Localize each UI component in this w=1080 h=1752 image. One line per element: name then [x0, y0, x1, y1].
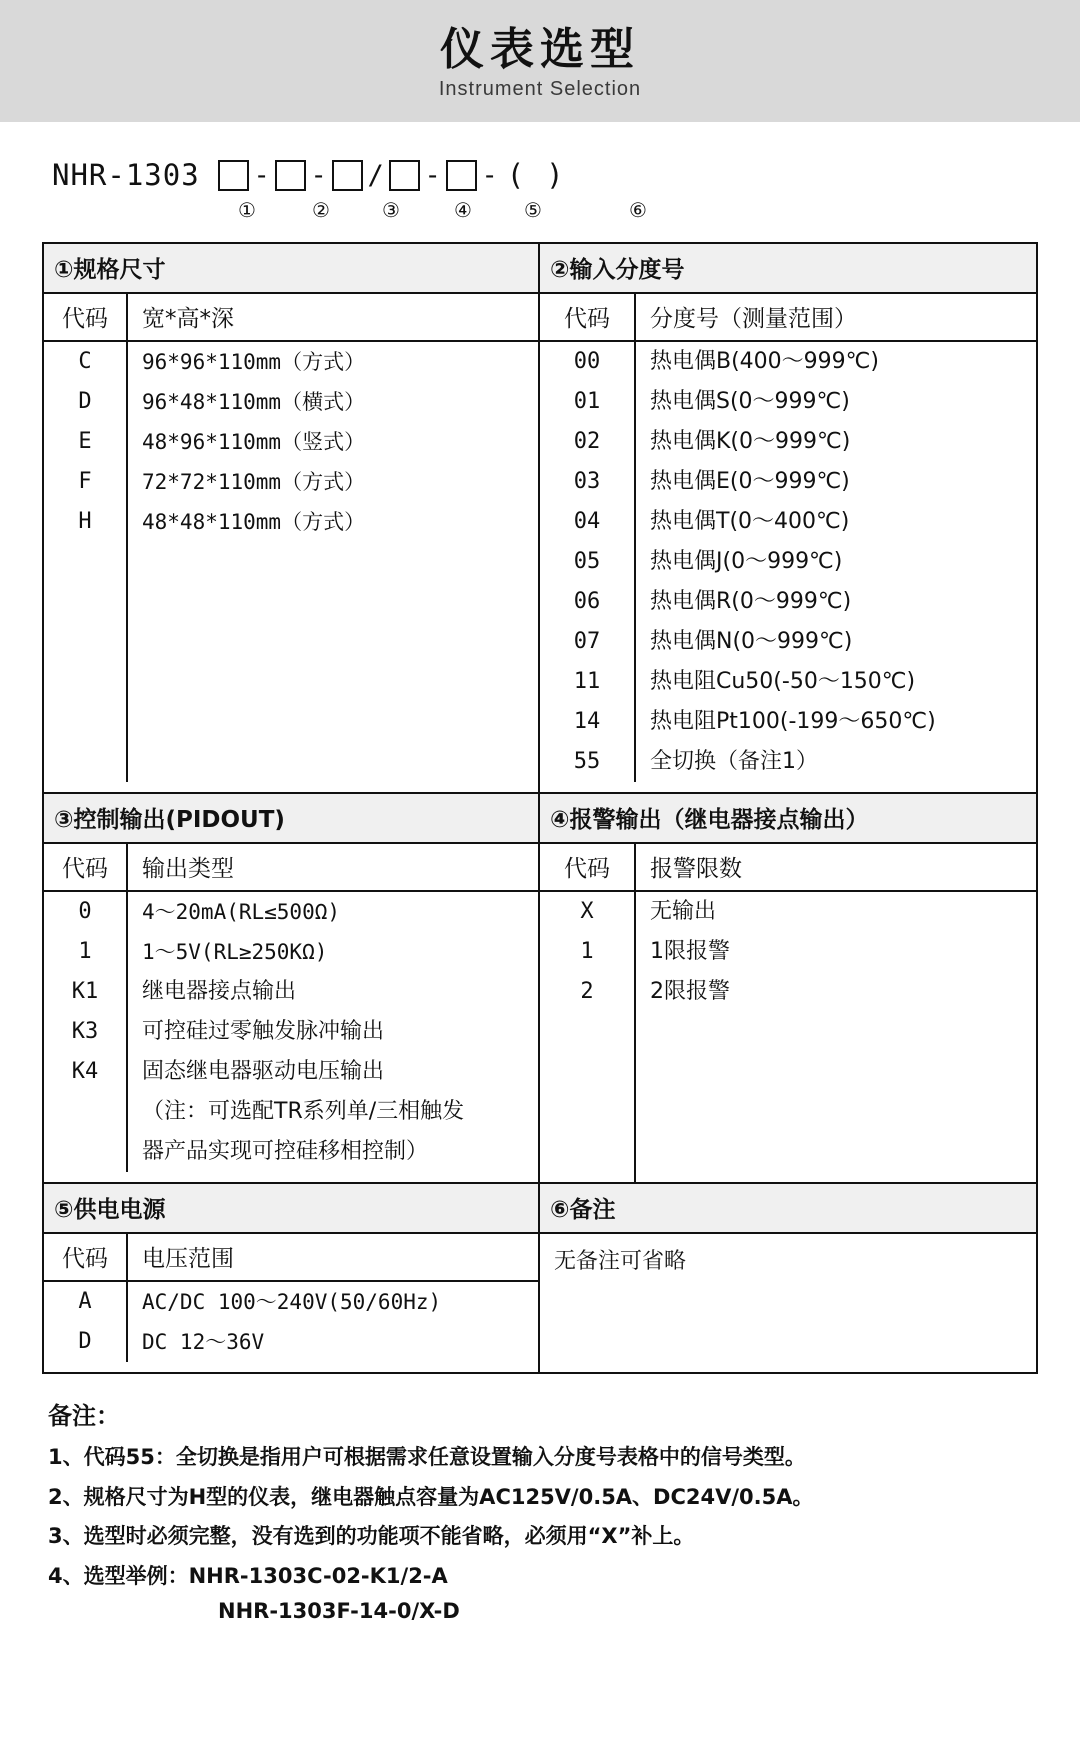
table-row: AC/DC 100～240V(50/60Hz)	[142, 1290, 442, 1314]
section-remark-text: 无备注可省略	[554, 1249, 687, 1274]
table-row: 热电偶J(0～999℃)	[650, 549, 843, 574]
code-box-4	[389, 160, 420, 191]
model-marker-3: ③	[382, 198, 400, 222]
table-row: 04	[573, 509, 601, 534]
section-control-rows	[44, 892, 538, 1182]
section-input-rows	[540, 342, 1036, 792]
table-row: 03	[573, 469, 601, 494]
table-row: 热电偶K(0～999℃)	[650, 429, 851, 454]
section-alarm-band: ④报警输出（继电器接点输出）	[540, 794, 1036, 844]
model-slash: /	[367, 159, 384, 191]
page-title-en: Instrument Selection	[438, 77, 642, 100]
table-row: K3	[71, 1019, 99, 1044]
model-paren-close: )	[546, 158, 564, 192]
table-row	[44, 1092, 126, 1132]
note-item: 4、选型举例：NHR-1303C-02-K1/2-A	[48, 1563, 448, 1588]
section-size-rows	[44, 342, 538, 792]
code-box-1	[218, 160, 249, 191]
selection-table	[42, 242, 1038, 1374]
section-control-header	[44, 844, 538, 892]
table-row: 1	[580, 939, 594, 964]
model-marker-5: ⑤	[524, 198, 542, 222]
table-row: 01	[573, 389, 601, 414]
table-row: 96*48*110mm（横式）	[142, 390, 366, 414]
section-size-header-code: 代码	[62, 306, 108, 332]
table-row: 热电偶R(0～999℃)	[650, 589, 852, 614]
section-size	[44, 244, 540, 792]
table-row: K1	[71, 979, 99, 1004]
section-control-header-code: 代码	[62, 856, 108, 882]
page-header-banner	[0, 0, 1080, 122]
table-row: 48*96*110mm（竖式）	[142, 430, 366, 454]
table-row: 72*72*110mm（方式）	[142, 470, 366, 494]
table-row: 14	[573, 709, 601, 734]
model-code-diagram	[52, 152, 1080, 238]
code-box-5	[446, 160, 477, 191]
code-box-2	[275, 160, 306, 191]
model-separator-2: -	[310, 159, 327, 191]
table-row: 热电阻Cu50(-50～150℃)	[650, 669, 916, 694]
table-row: 固态继电器驱动电压输出	[142, 1059, 385, 1084]
table-row: 可控硅过零触发脉冲输出	[142, 1019, 385, 1044]
table-row: 1～5V(RL≥250KΩ)	[142, 940, 328, 964]
section-alarm-header	[540, 844, 1036, 892]
section-power-header-desc: 电压范围	[142, 1246, 234, 1272]
table-row: 热电阻Pt100(-199～650℃)	[650, 709, 936, 734]
table-row: 热电偶B(400～999℃)	[650, 349, 879, 374]
section-power-supply	[44, 1182, 540, 1372]
note-example-second: NHR-1303F-14-0/X-D	[218, 1599, 460, 1624]
model-separator-4: -	[481, 159, 498, 191]
table-row: 02	[573, 429, 601, 454]
table-row: 07	[573, 629, 601, 654]
section-input-band: ②输入分度号	[540, 244, 1036, 294]
page-title-cn: 仪表选型	[440, 24, 640, 76]
table-row: 0	[78, 899, 92, 924]
section-power-band: ⑤供电电源	[44, 1184, 538, 1234]
section-size-header	[44, 294, 538, 342]
model-marker-6: ⑥	[629, 198, 647, 222]
table-row: E	[78, 429, 92, 454]
table-row: 00	[573, 349, 601, 374]
section-power-rows	[44, 1282, 538, 1372]
table-row: F	[78, 469, 92, 494]
note-item: 1、代码55：全切换是指用户可根据需求任意设置输入分度号表格中的信号类型。	[48, 1445, 806, 1469]
section-control-band: ③控制输出(PIDOUT)	[44, 794, 538, 844]
table-row: 无输出	[650, 899, 717, 924]
section-input-header-code: 代码	[564, 306, 610, 332]
model-prefix: NHR-1303	[52, 158, 200, 192]
table-row: 热电偶N(0～999℃)	[650, 629, 853, 654]
table-row: 96*96*110mm（方式）	[142, 350, 366, 374]
table-row: 11	[573, 669, 601, 694]
table-row: H	[78, 509, 92, 534]
section-alarm-output	[540, 792, 1036, 1182]
table-row: 热电偶S(0～999℃)	[650, 389, 850, 414]
table-row: 48*48*110mm（方式）	[142, 510, 366, 534]
table-row: 热电偶T(0～400℃)	[650, 509, 850, 534]
table-row: 2限报警	[650, 979, 730, 1004]
section-power-header	[44, 1234, 538, 1282]
table-row: C	[78, 349, 92, 374]
table-row: 全切换（备注1）	[650, 749, 818, 774]
table-row	[44, 1132, 126, 1172]
section-alarm-rows	[540, 892, 1036, 1182]
section-alarm-header-code: 代码	[564, 856, 610, 882]
table-row: D	[78, 1329, 92, 1354]
section-alarm-header-desc: 报警限数	[650, 856, 742, 882]
table-row: 器产品实现可控硅移相控制）	[142, 1139, 429, 1164]
note-item: 3、选型时必须完整，没有选到的功能项不能省略，必须用“X”补上。	[48, 1524, 695, 1549]
table-row: 2	[580, 979, 594, 1004]
table-row: A	[78, 1289, 92, 1314]
model-marker-4: ④	[454, 198, 472, 222]
model-marker-1: ①	[238, 198, 256, 222]
table-row: 4～20mA(RL≤500Ω)	[142, 900, 341, 924]
model-separator-1: -	[253, 159, 270, 191]
section-input-signal	[540, 244, 1036, 792]
code-box-3	[332, 160, 363, 191]
table-row: 1限报警	[650, 939, 730, 964]
table-row: （注：可选配TR系列单/三相触发	[142, 1099, 465, 1124]
table-row: D	[78, 389, 92, 414]
table-row: 55	[573, 749, 601, 774]
section-control-header-desc: 输出类型	[142, 856, 234, 882]
section-size-band: ①规格尺寸	[44, 244, 538, 294]
table-row: X	[580, 899, 594, 924]
section-power-header-code: 代码	[62, 1246, 108, 1272]
table-row: 06	[573, 589, 601, 614]
note-item: 2、规格尺寸为H型的仪表，继电器触点容量为AC125V/0.5A、DC24V/0.5A。	[48, 1484, 814, 1509]
table-row: 1	[78, 939, 92, 964]
notes-block	[48, 1396, 1032, 1623]
section-input-header-desc: 分度号（测量范围）	[650, 306, 857, 332]
section-input-header	[540, 294, 1036, 342]
table-row: 05	[573, 549, 601, 574]
section-control-output	[44, 792, 540, 1182]
table-row: 热电偶E(0～999℃)	[650, 469, 850, 494]
model-marker-2: ②	[312, 198, 330, 222]
model-separator-3: -	[424, 159, 441, 191]
model-paren-open: (	[506, 158, 547, 192]
table-row: K4	[71, 1059, 99, 1084]
section-remark	[540, 1182, 1036, 1372]
table-row: DC 12～36V	[142, 1330, 265, 1354]
table-row: 继电器接点输出	[142, 979, 297, 1004]
notes-title: 备注：	[48, 1402, 120, 1430]
section-remark-band: ⑥备注	[540, 1184, 1036, 1234]
section-size-header-desc: 宽*高*深	[142, 306, 234, 332]
